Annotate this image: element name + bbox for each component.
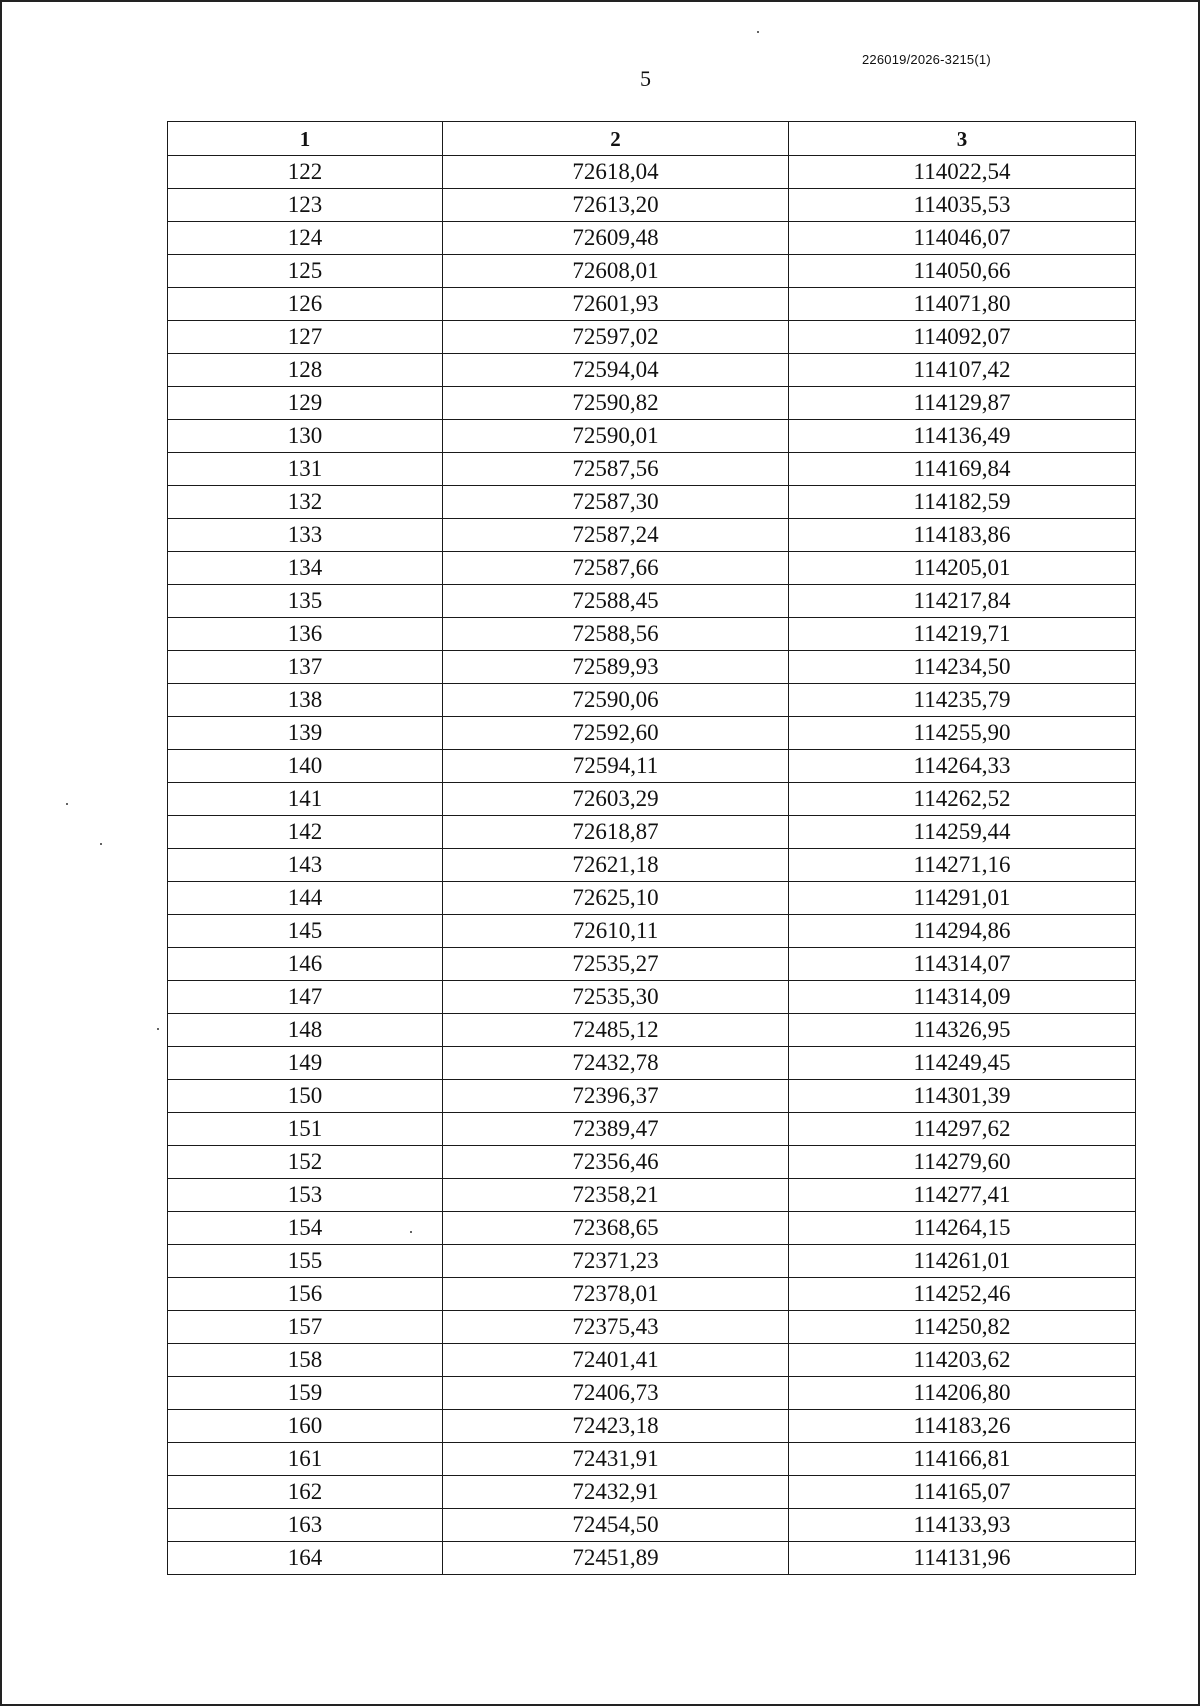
point-number-cell: 145 [168,915,443,948]
y-coordinate-cell: 114314,07 [789,948,1136,981]
x-coordinate-cell: 72625,10 [443,882,789,915]
table-row [168,519,1136,552]
table-row [168,1179,1136,1212]
x-coordinate-cell: 72358,21 [443,1179,789,1212]
x-coordinate-cell: 72588,45 [443,585,789,618]
table-row [168,156,1136,189]
x-coordinate-cell: 72423,18 [443,1410,789,1443]
table-row [168,618,1136,651]
x-coordinate-cell: 72396,37 [443,1080,789,1113]
point-number-cell: 147 [168,981,443,1014]
scan-edge-top [0,0,1200,2]
y-coordinate-cell: 114219,71 [789,618,1136,651]
point-number-cell: 152 [168,1146,443,1179]
y-coordinate-cell: 114262,52 [789,783,1136,816]
x-coordinate-cell: 72375,43 [443,1311,789,1344]
table-row [168,1377,1136,1410]
column-header: 2 [443,122,789,156]
x-coordinate-cell: 72432,78 [443,1047,789,1080]
scan-speck [66,803,68,805]
y-coordinate-cell: 114314,09 [789,981,1136,1014]
column-header: 3 [789,122,1136,156]
table-row [168,1047,1136,1080]
table-row [168,948,1136,981]
point-number-cell: 124 [168,222,443,255]
x-coordinate-cell: 72609,48 [443,222,789,255]
y-coordinate-cell: 114166,81 [789,1443,1136,1476]
point-number-cell: 155 [168,1245,443,1278]
table-row [168,1278,1136,1311]
point-number-cell: 161 [168,1443,443,1476]
table-row [168,849,1136,882]
x-coordinate-cell: 72431,91 [443,1443,789,1476]
x-coordinate-cell: 72454,50 [443,1509,789,1542]
y-coordinate-cell: 114183,86 [789,519,1136,552]
y-coordinate-cell: 114046,07 [789,222,1136,255]
point-number-cell: 141 [168,783,443,816]
table-row [168,1014,1136,1047]
y-coordinate-cell: 114136,49 [789,420,1136,453]
x-coordinate-cell: 72389,47 [443,1113,789,1146]
table-row [168,486,1136,519]
x-coordinate-cell: 72592,60 [443,717,789,750]
x-coordinate-cell: 72401,41 [443,1344,789,1377]
point-number-cell: 131 [168,453,443,486]
y-coordinate-cell: 114203,62 [789,1344,1136,1377]
table-row [168,585,1136,618]
y-coordinate-cell: 114235,79 [789,684,1136,717]
point-number-cell: 150 [168,1080,443,1113]
x-coordinate-cell: 72590,82 [443,387,789,420]
y-coordinate-cell: 114206,80 [789,1377,1136,1410]
y-coordinate-cell: 114250,82 [789,1311,1136,1344]
point-number-cell: 128 [168,354,443,387]
scan-speck [157,1028,159,1030]
point-number-cell: 129 [168,387,443,420]
point-number-cell: 154 [168,1212,443,1245]
table-row [168,1080,1136,1113]
y-coordinate-cell: 114301,39 [789,1080,1136,1113]
y-coordinate-cell: 114264,33 [789,750,1136,783]
point-number-cell: 157 [168,1311,443,1344]
point-number-cell: 146 [168,948,443,981]
table-row [168,816,1136,849]
point-number-cell: 122 [168,156,443,189]
x-coordinate-cell: 72610,11 [443,915,789,948]
table-row [168,1443,1136,1476]
table-row [168,981,1136,1014]
point-number-cell: 134 [168,552,443,585]
point-number-cell: 163 [168,1509,443,1542]
point-number-cell: 162 [168,1476,443,1509]
x-coordinate-cell: 72603,29 [443,783,789,816]
x-coordinate-cell: 72587,30 [443,486,789,519]
y-coordinate-cell: 114133,93 [789,1509,1136,1542]
y-coordinate-cell: 114326,95 [789,1014,1136,1047]
x-coordinate-cell: 72451,89 [443,1542,789,1575]
point-number-cell: 142 [168,816,443,849]
x-coordinate-cell: 72613,20 [443,189,789,222]
y-coordinate-cell: 114131,96 [789,1542,1136,1575]
point-number-cell: 153 [168,1179,443,1212]
table-row [168,552,1136,585]
y-coordinate-cell: 114092,07 [789,321,1136,354]
x-coordinate-cell: 72621,18 [443,849,789,882]
table-row [168,1146,1136,1179]
table-row [168,651,1136,684]
x-coordinate-cell: 72406,73 [443,1377,789,1410]
point-number-cell: 164 [168,1542,443,1575]
x-coordinate-cell: 72601,93 [443,288,789,321]
y-coordinate-cell: 114050,66 [789,255,1136,288]
y-coordinate-cell: 114297,62 [789,1113,1136,1146]
y-coordinate-cell: 114252,46 [789,1278,1136,1311]
table-row [168,915,1136,948]
table-row [168,387,1136,420]
scan-speck [757,31,759,33]
y-coordinate-cell: 114294,86 [789,915,1136,948]
table-row [168,717,1136,750]
y-coordinate-cell: 114165,07 [789,1476,1136,1509]
table-row [168,420,1136,453]
point-number-cell: 123 [168,189,443,222]
point-number-cell: 136 [168,618,443,651]
point-number-cell: 130 [168,420,443,453]
column-header: 1 [168,122,443,156]
table-row [168,684,1136,717]
table-row [168,354,1136,387]
x-coordinate-cell: 72378,01 [443,1278,789,1311]
y-coordinate-cell: 114169,84 [789,453,1136,486]
x-coordinate-cell: 72535,27 [443,948,789,981]
table-row [168,1509,1136,1542]
y-coordinate-cell: 114183,26 [789,1410,1136,1443]
x-coordinate-cell: 72590,06 [443,684,789,717]
y-coordinate-cell: 114277,41 [789,1179,1136,1212]
x-coordinate-cell: 72590,01 [443,420,789,453]
y-coordinate-cell: 114182,59 [789,486,1136,519]
table-header-row [168,122,1136,156]
table-row [168,288,1136,321]
table-row [168,750,1136,783]
x-coordinate-cell: 72589,93 [443,651,789,684]
table-row [168,321,1136,354]
point-number-cell: 140 [168,750,443,783]
table-row [168,1113,1136,1146]
x-coordinate-cell: 72432,91 [443,1476,789,1509]
point-number-cell: 151 [168,1113,443,1146]
point-number-cell: 132 [168,486,443,519]
table-body [168,156,1136,1575]
x-coordinate-cell: 72485,12 [443,1014,789,1047]
x-coordinate-cell: 72587,66 [443,552,789,585]
y-coordinate-cell: 114022,54 [789,156,1136,189]
point-number-cell: 159 [168,1377,443,1410]
point-number-cell: 139 [168,717,443,750]
point-number-cell: 135 [168,585,443,618]
table-row [168,189,1136,222]
y-coordinate-cell: 114261,01 [789,1245,1136,1278]
point-number-cell: 149 [168,1047,443,1080]
y-coordinate-cell: 114035,53 [789,189,1136,222]
x-coordinate-cell: 72588,56 [443,618,789,651]
table-row [168,255,1136,288]
x-coordinate-cell: 72371,23 [443,1245,789,1278]
point-number-cell: 125 [168,255,443,288]
y-coordinate-cell: 114249,45 [789,1047,1136,1080]
x-coordinate-cell: 72587,56 [443,453,789,486]
point-number-cell: 143 [168,849,443,882]
point-number-cell: 160 [168,1410,443,1443]
point-number-cell: 144 [168,882,443,915]
y-coordinate-cell: 114205,01 [789,552,1136,585]
point-number-cell: 158 [168,1344,443,1377]
point-number-cell: 148 [168,1014,443,1047]
x-coordinate-cell: 72356,46 [443,1146,789,1179]
x-coordinate-cell: 72618,04 [443,156,789,189]
y-coordinate-cell: 114255,90 [789,717,1136,750]
point-number-cell: 137 [168,651,443,684]
table-row [168,1410,1136,1443]
table-row [168,783,1136,816]
y-coordinate-cell: 114217,84 [789,585,1136,618]
y-coordinate-cell: 114071,80 [789,288,1136,321]
y-coordinate-cell: 114129,87 [789,387,1136,420]
x-coordinate-cell: 72594,04 [443,354,789,387]
table-row [168,1311,1136,1344]
table-row [168,1212,1136,1245]
x-coordinate-cell: 72535,30 [443,981,789,1014]
y-coordinate-cell: 114234,50 [789,651,1136,684]
y-coordinate-cell: 114107,42 [789,354,1136,387]
table-row [168,1542,1136,1575]
y-coordinate-cell: 114279,60 [789,1146,1136,1179]
table-row [168,1245,1136,1278]
table-row [168,882,1136,915]
page-number: 5 [640,66,651,91]
x-coordinate-cell: 72597,02 [443,321,789,354]
document-reference: 226019/2026-3215(1) [862,52,991,67]
point-number-cell: 126 [168,288,443,321]
x-coordinate-cell: 72368,65 [443,1212,789,1245]
scan-speck [100,843,102,845]
x-coordinate-cell: 72594,11 [443,750,789,783]
point-number-cell: 138 [168,684,443,717]
table-row [168,1344,1136,1377]
scan-edge-left [0,0,2,1706]
x-coordinate-cell: 72587,24 [443,519,789,552]
y-coordinate-cell: 114271,16 [789,849,1136,882]
x-coordinate-cell: 72618,87 [443,816,789,849]
y-coordinate-cell: 114259,44 [789,816,1136,849]
table-row [168,1476,1136,1509]
coordinates-table [167,121,1136,1575]
point-number-cell: 133 [168,519,443,552]
x-coordinate-cell: 72608,01 [443,255,789,288]
y-coordinate-cell: 114264,15 [789,1212,1136,1245]
table-row [168,222,1136,255]
point-number-cell: 127 [168,321,443,354]
table-row [168,453,1136,486]
point-number-cell: 156 [168,1278,443,1311]
y-coordinate-cell: 114291,01 [789,882,1136,915]
